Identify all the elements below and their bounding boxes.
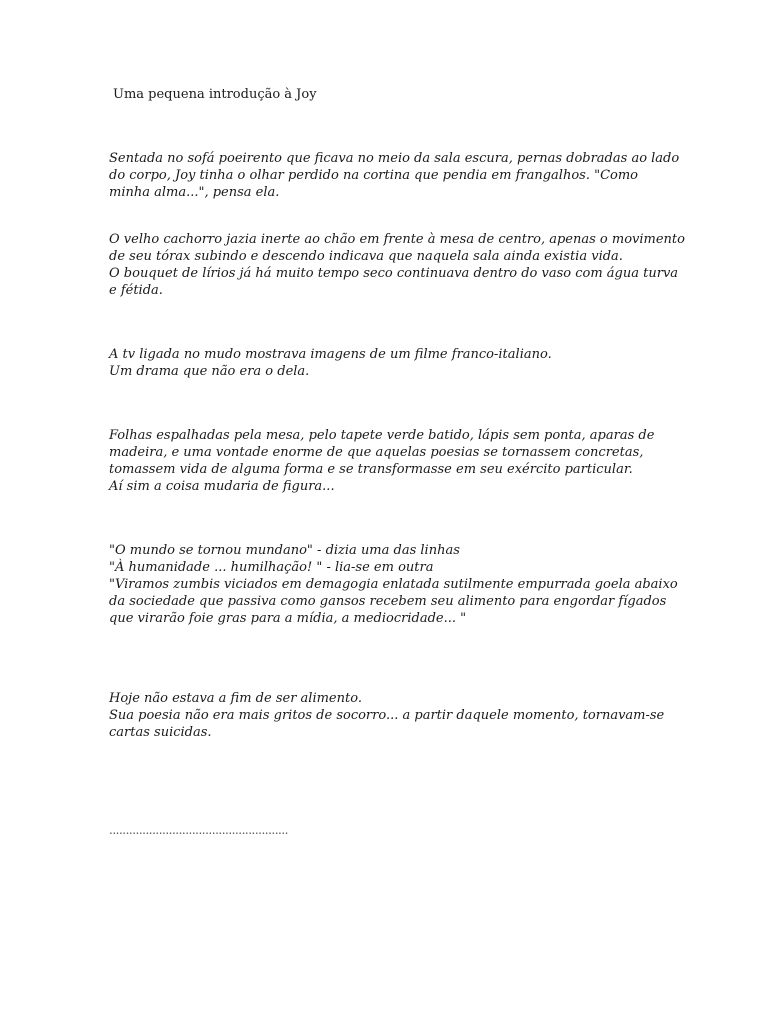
paragraph-1: [109, 150, 680, 201]
paragraph-line: tomassem vida de alguma forma e se transformasse em seu exército particular.: [109, 462, 633, 477]
paragraph-3: [109, 346, 669, 380]
paragraph-6: [109, 690, 669, 741]
paragraph-line: minha alma...", pensa ela.: [109, 185, 280, 200]
paragraph-line: Hoje não estava a fim de ser alimento.: [109, 691, 362, 706]
paragraph-line: do corpo, Joy tinha o olhar perdido na cortina que pendia em frangalhos. "Como: [109, 168, 639, 183]
paragraph-line: Um drama que não era o dela.: [109, 364, 310, 379]
paragraph-line: Folhas espalhadas pela mesa, pelo tapete verde batido, lápis sem ponta, aparas de: [109, 428, 655, 443]
paragraph-5: [109, 542, 678, 627]
paragraph-line: Aí sim a coisa mudaria de figura...: [109, 479, 335, 494]
paragraph-line: O bouquet de lírios já há muito tempo seco continuava dentro do vaso com água turva: [109, 266, 679, 281]
paragraph-line: "O mundo se tornou mundano" - dizia uma das linhas: [109, 543, 460, 558]
document-title: Uma pequena introdução à Joy: [113, 87, 317, 102]
paragraph-4: [109, 427, 669, 495]
paragraph-line: cartas suicidas.: [109, 725, 212, 740]
paragraph-line: de seu tórax subindo e descendo indicava que naquela sala ainda existia vida.: [109, 249, 623, 264]
paragraph-line: "Viramos zumbis viciados em demagogia enlatada sutilmente empurrada goela abaixo: [109, 577, 678, 592]
paragraph-line: A tv ligada no mudo mostrava imagens de um filme franco-italiano.: [109, 347, 552, 362]
paragraph-line: e fétida.: [109, 283, 163, 298]
paragraph-line: madeira, e uma vontade enorme de que aquelas poesias se tornassem concretas,: [109, 445, 644, 460]
paragraph-2: [109, 231, 685, 299]
paragraph-line: Sentada no sofá poeirento que ficava no meio da sala escura, pernas dobradas ao lado: [109, 151, 680, 166]
paragraph-line: Sua poesia não era mais gritos de socorro... a partir daquele momento, tornavam-se: [109, 708, 665, 723]
paragraph-line: da sociedade que passiva como gansos recebem seu alimento para engordar fígados: [109, 594, 667, 609]
paragraph-line: O velho cachorro jazia inerte ao chão em frente à mesa de centro, apenas o movimento: [109, 232, 685, 247]
paragraph-line: "À humanidade ... humilhação! " - lia-se em outra: [109, 560, 434, 575]
paragraph-line: que virarão foie gras para a mídia, a mediocridade... ": [109, 611, 467, 626]
dotted-separator: ......................................................: [109, 823, 288, 837]
